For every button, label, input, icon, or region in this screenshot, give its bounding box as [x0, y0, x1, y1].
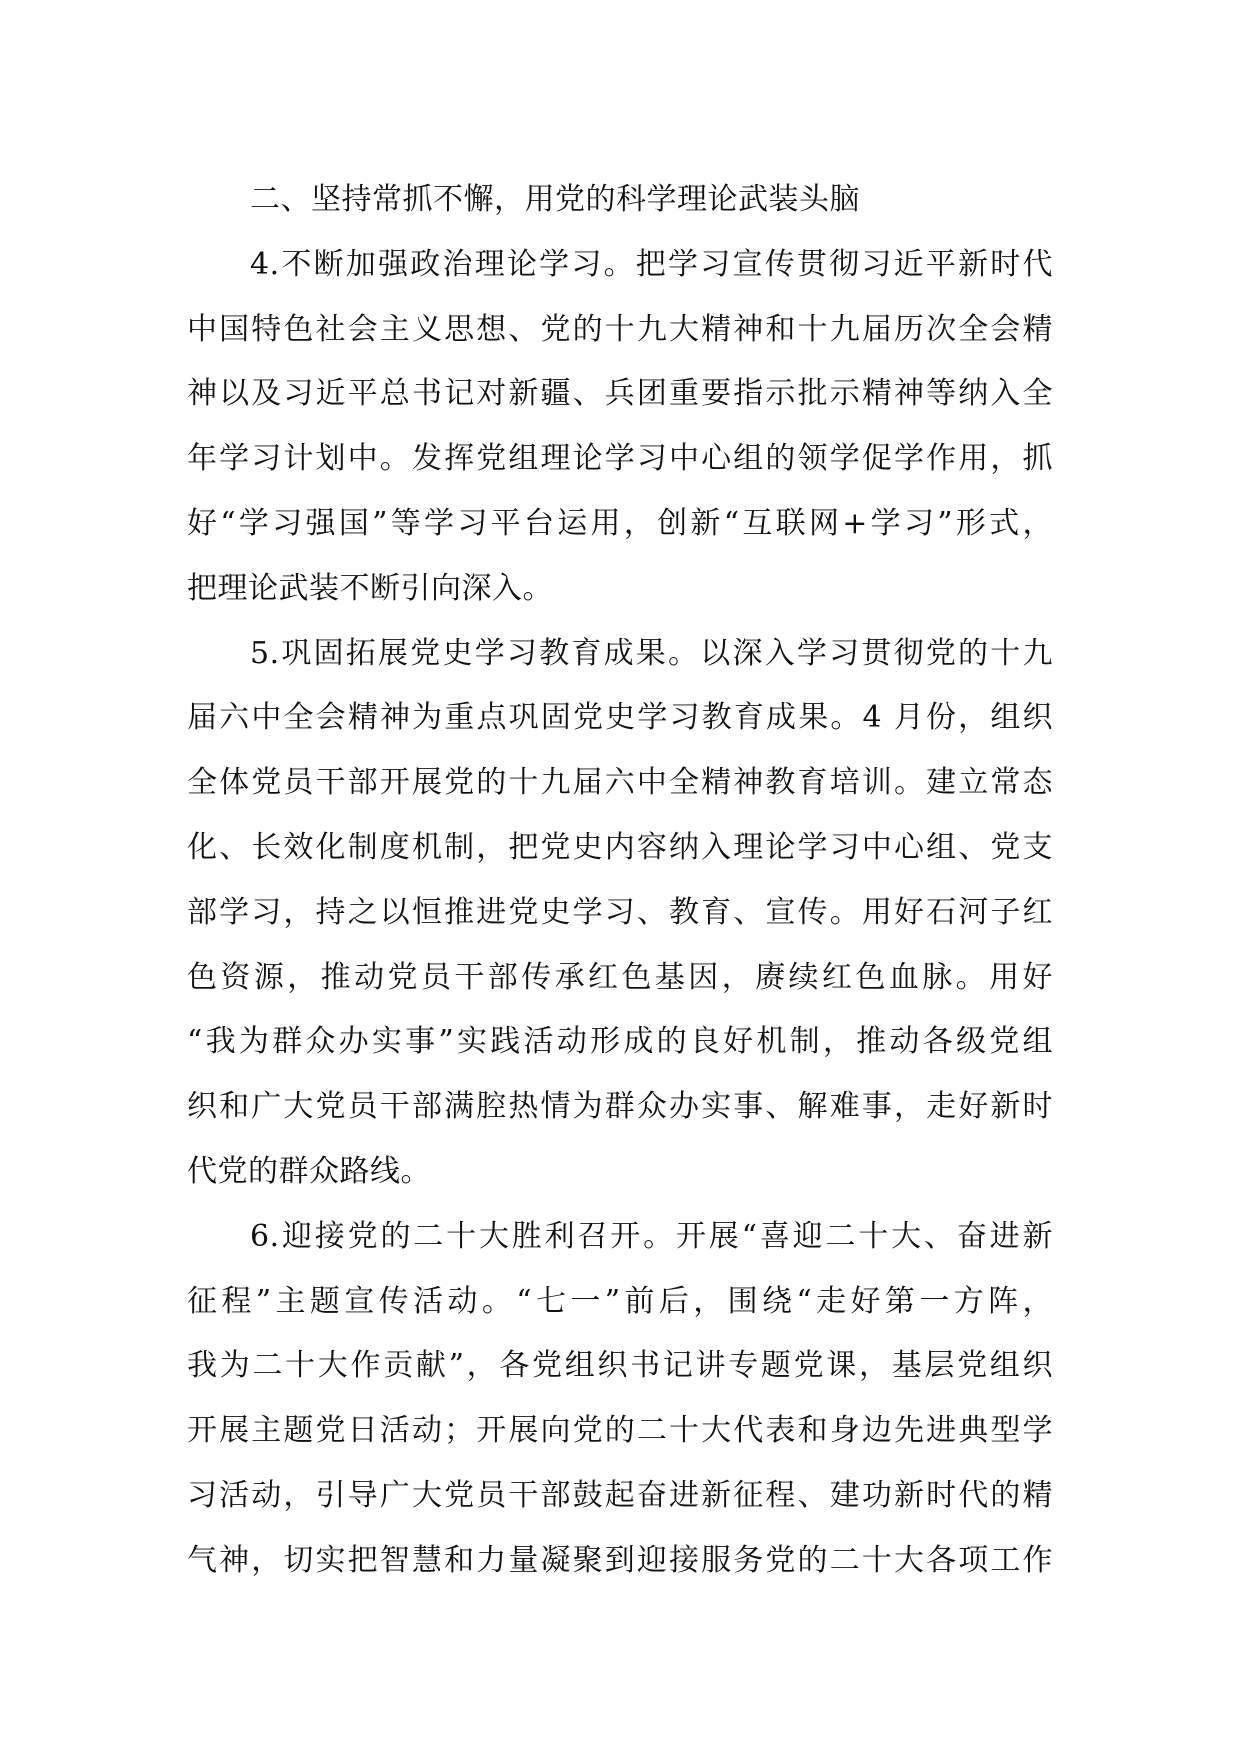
paragraph-line: 织和广大党员干部满腔热情为群众办实事、解难事，走好新时: [187, 1089, 1053, 1125]
paragraph-line: 色资源，推动党员干部传承红色基因，赓续红色血脉。用好: [187, 959, 1053, 995]
paragraph-line: 开展主题党日活动；开展向党的二十大代表和身边先进典型学: [187, 1413, 1053, 1449]
paragraph-line: “我为群众办实事”实践活动形成的良好机制，推动各级党组: [187, 1024, 1053, 1060]
paragraph-line: 5.巩固拓展党史学习教育成果。以深入学习贯彻党的十九: [250, 635, 1053, 671]
paragraph-line: 6.迎接党的二十大胜利召开。开展“喜迎二十大、奋进新: [250, 1218, 1053, 1254]
paragraph-line: 气神，切实把智慧和力量凝聚到迎接服务党的二十大各项工作: [187, 1542, 1053, 1578]
paragraph-line: 代党的群众路线。: [187, 1153, 431, 1189]
section-heading: 二、坚持常抓不懈，用党的科学理论武装头脑: [250, 182, 860, 217]
paragraph-line: 年学习计划中。发挥党组理论学习中心组的领学促学作用，抓: [187, 441, 1053, 477]
paragraph-line: 征程”主题宣传活动。“七一”前后，围绕“走好第一方阵，: [187, 1283, 1053, 1319]
paragraph-line: 化、长效化制度机制，把党史内容纳入理论学习中心组、党支: [187, 829, 1053, 865]
paragraph-line: 我为二十大作贡献”，各党组织书记讲专题党课，基层党组织: [187, 1348, 1053, 1384]
paragraph-5: [187, 622, 1053, 1205]
paragraph-line: 中国特色社会主义思想、党的十九大精神和十九届历次全会精: [187, 311, 1053, 347]
paragraph-line: 4.不断加强政治理论学习。把学习宣传贯彻习近平新时代: [250, 246, 1053, 282]
paragraph-line: 好“学习强国”等学习平台运用，创新“互联网+学习”形式，: [187, 505, 1053, 541]
paragraph-4: [187, 233, 1053, 622]
paragraph-line: 部学习，持之以恒推进党史学习、教育、宣传。用好石河子红: [187, 894, 1053, 930]
paragraph-line: 把理论武装不断引向深入。: [187, 570, 553, 606]
paragraph-line: 习活动，引导广大党员干部鼓起奋进新征程、建功新时代的精: [187, 1477, 1053, 1513]
document-body: [187, 168, 1053, 1594]
paragraph-line: 全体党员干部开展党的十九届六中全精神教育培训。建立常态: [187, 765, 1053, 801]
paragraph-6: [187, 1205, 1053, 1594]
paragraph-line: 届六中全会精神为重点巩固党史学习教育成果。4 月份，组织: [187, 700, 1053, 736]
paragraph-line: 神以及习近平总书记对新疆、兵团重要指示批示精神等纳入全: [187, 376, 1053, 412]
